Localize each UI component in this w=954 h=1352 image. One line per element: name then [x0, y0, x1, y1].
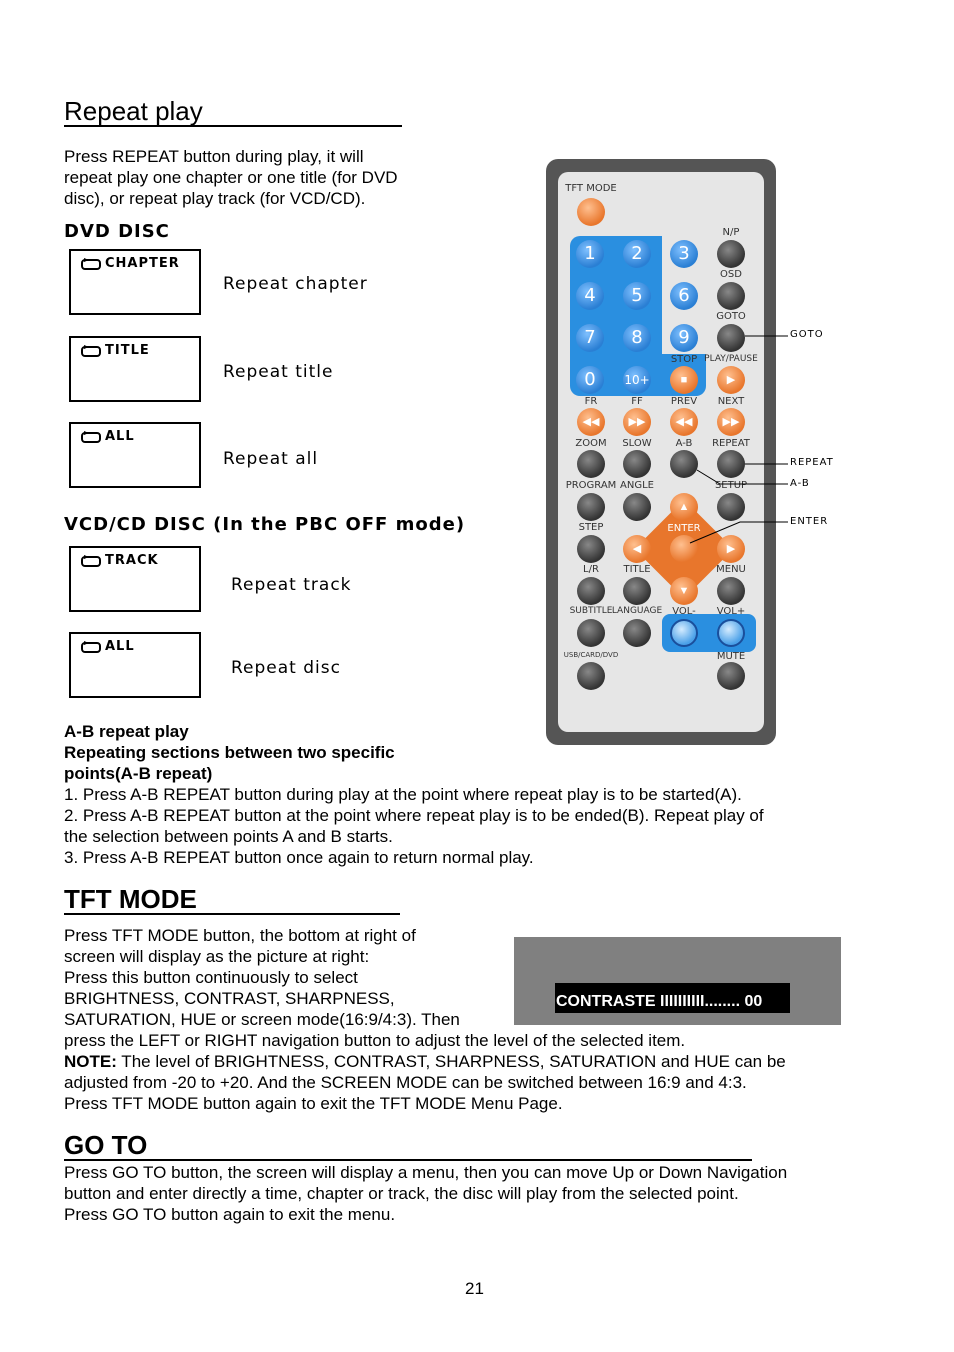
label-fr: FR — [584, 396, 598, 407]
tft-mode-title: TFT MODE — [64, 884, 197, 914]
ab-heading: A-B repeat play — [64, 722, 189, 741]
label-subtitle: SUBTITLE — [569, 606, 613, 616]
repeat-play-title: Repeat play — [64, 96, 203, 126]
label-vol-minus: VOL- — [672, 606, 696, 617]
label-lr: L/R — [583, 564, 599, 575]
tft-line: BRIGHTNESS, CONTRAST, SHARPNESS, — [64, 989, 395, 1008]
repeat-disc-desc: Repeat disc — [231, 658, 341, 678]
fr-button[interactable]: ◀◀ — [577, 408, 605, 436]
digit-7-button[interactable]: 7 — [576, 324, 604, 352]
ab-steps — [64, 784, 764, 868]
label-goto: GOTO — [716, 311, 746, 322]
goto-line: Press GO TO button again to exit the menu. — [64, 1205, 396, 1224]
ab-step: 1. Press A-B REPEAT button during play at the point where repeat play is to be started(A). — [64, 785, 742, 804]
tft-line: Press this button continuously to select — [64, 968, 358, 987]
callout-ab: A-B — [790, 478, 810, 489]
label-next: NEXT — [717, 396, 745, 407]
nav-down-button[interactable]: ▼ — [670, 577, 698, 605]
callout-repeat: REPEAT — [790, 457, 834, 468]
osd-tag: TRACK — [105, 553, 159, 568]
label-mute: MUTE — [716, 651, 746, 662]
label-usb: USB/CARD/DVD — [563, 651, 619, 659]
title-rule — [64, 1159, 752, 1161]
digit-6-button[interactable]: 6 — [670, 282, 698, 310]
label-tft-mode: TFT MODE — [565, 183, 617, 194]
tft-line: SATURATION, HUE or screen mode(16:9/4:3). Then — [64, 1010, 460, 1029]
digit-1-button[interactable]: 1 — [576, 240, 604, 268]
label-prev: PREV — [670, 396, 698, 407]
dvd-disc-heading: DVD DISC — [64, 221, 170, 242]
osd-tag: ALL — [105, 429, 135, 444]
tft-osd-bar: CONTRASTE IIIIIIIIII........ 00 — [555, 983, 790, 1013]
repeat-chapter-desc: Repeat chapter — [223, 274, 368, 294]
tft-line: screen will display as the picture at right: — [64, 947, 370, 966]
digit-0-button[interactable]: 0 — [576, 366, 604, 394]
title-rule — [64, 913, 400, 915]
digit-9-button[interactable]: 9 — [670, 324, 698, 352]
label-play-pause: PLAY/PAUSE — [704, 354, 758, 364]
prev-button[interactable]: ◀◀ — [670, 408, 698, 436]
ff-button[interactable]: ▶▶ — [623, 408, 651, 436]
label-zoom: ZOOM — [575, 438, 607, 449]
goto-description — [64, 1162, 787, 1225]
tft-note — [64, 1051, 786, 1072]
label-menu: MENU — [716, 564, 746, 575]
goto-line: button and enter directly a time, chapter or track, the disc will play from the selected point. — [64, 1184, 739, 1203]
goto-line: Press GO TO button, the screen will display a menu, then you can move Up or Down Navigation — [64, 1163, 788, 1182]
repeat-title-desc: Repeat title — [223, 362, 334, 382]
ab-step: 2. Press A-B REPEAT button at the point where repeat play is to be ended(B). Repeat play of — [64, 806, 764, 825]
digit-5-button[interactable]: 5 — [623, 282, 651, 310]
ab-subheading: points(A-B repeat) — [64, 764, 213, 783]
repeat-track-desc: Repeat track — [231, 575, 352, 595]
label-title: TITLE — [623, 564, 651, 575]
ab-step: 3. Press A-B REPEAT button once again to return normal play. — [64, 848, 534, 867]
tft-line: press the LEFT or RIGHT navigation button to adjust the level of the selected item. — [64, 1031, 686, 1050]
play-pause-button[interactable]: ▶ — [717, 366, 745, 394]
digit-8-button[interactable]: 8 — [623, 324, 651, 352]
label-ab: A-B — [675, 438, 693, 449]
intro-line: Press REPEAT button during play, it will — [64, 147, 364, 166]
nav-up-button[interactable]: ▲ — [670, 493, 698, 521]
digit-3-button[interactable]: 3 — [670, 240, 698, 268]
label-slow: SLOW — [622, 438, 652, 449]
digit-4-button[interactable]: 4 — [576, 282, 604, 310]
digit-2-button[interactable]: 2 — [623, 240, 651, 268]
ab-step: the selection between points A and B starts. — [64, 827, 393, 846]
label-setup: SETUP — [714, 480, 748, 491]
digit-10plus-button[interactable]: 10+ — [623, 366, 651, 394]
callout-goto: GOTO — [790, 329, 824, 340]
intro-line: repeat play one chapter or one title (for DVD — [64, 168, 398, 187]
label-np: N/P — [722, 227, 740, 238]
goto-title: GO TO — [64, 1130, 148, 1160]
note-text: The level of BRIGHTNESS, CONTRAST, SHARPNESS, SATURATION and HUE can be — [116, 1052, 786, 1071]
stop-button[interactable]: ■ — [670, 366, 698, 394]
label-osd: OSD — [720, 269, 742, 280]
label-step: STEP — [578, 522, 604, 533]
label-stop: STOP — [670, 354, 698, 365]
next-button[interactable]: ▶▶ — [717, 408, 745, 436]
nav-left-button[interactable]: ◀ — [623, 535, 651, 563]
label-angle: ANGLE — [620, 480, 654, 491]
tft-line: Press TFT MODE button again to exit the TFT MODE Menu Page. — [64, 1094, 563, 1113]
osd-tag: TITLE — [105, 343, 150, 358]
note-label: NOTE: — [64, 1052, 117, 1071]
intro-line: disc), or repeat play track (for VCD/CD). — [64, 189, 366, 208]
repeat-all-desc: Repeat all — [223, 449, 319, 469]
label-ff: FF — [631, 396, 643, 407]
osd-tag: CHAPTER — [105, 256, 180, 271]
nav-right-button[interactable]: ▶ — [717, 535, 745, 563]
tft-line: Press TFT MODE button, the bottom at right of — [64, 926, 416, 945]
vcd-disc-heading: VCD/CD DISC (In the PBC OFF mode) — [64, 514, 466, 535]
callout-enter: ENTER — [790, 516, 829, 527]
tft-line: adjusted from -20 to +20. And the SCREEN MODE can be switched between 16:9 and 4:3. — [64, 1073, 747, 1092]
label-repeat: REPEAT — [712, 438, 750, 449]
osd-tag: ALL — [105, 639, 135, 654]
label-enter: ENTER — [667, 523, 701, 534]
ab-subheading: Repeating sections between two specific — [64, 743, 395, 762]
label-vol-plus: VOL+ — [716, 606, 746, 617]
ab-headings — [64, 721, 395, 784]
label-program: PROGRAM — [565, 480, 617, 491]
label-language: LANGUAGE — [611, 606, 663, 616]
page-number: 21 — [465, 1279, 484, 1298]
